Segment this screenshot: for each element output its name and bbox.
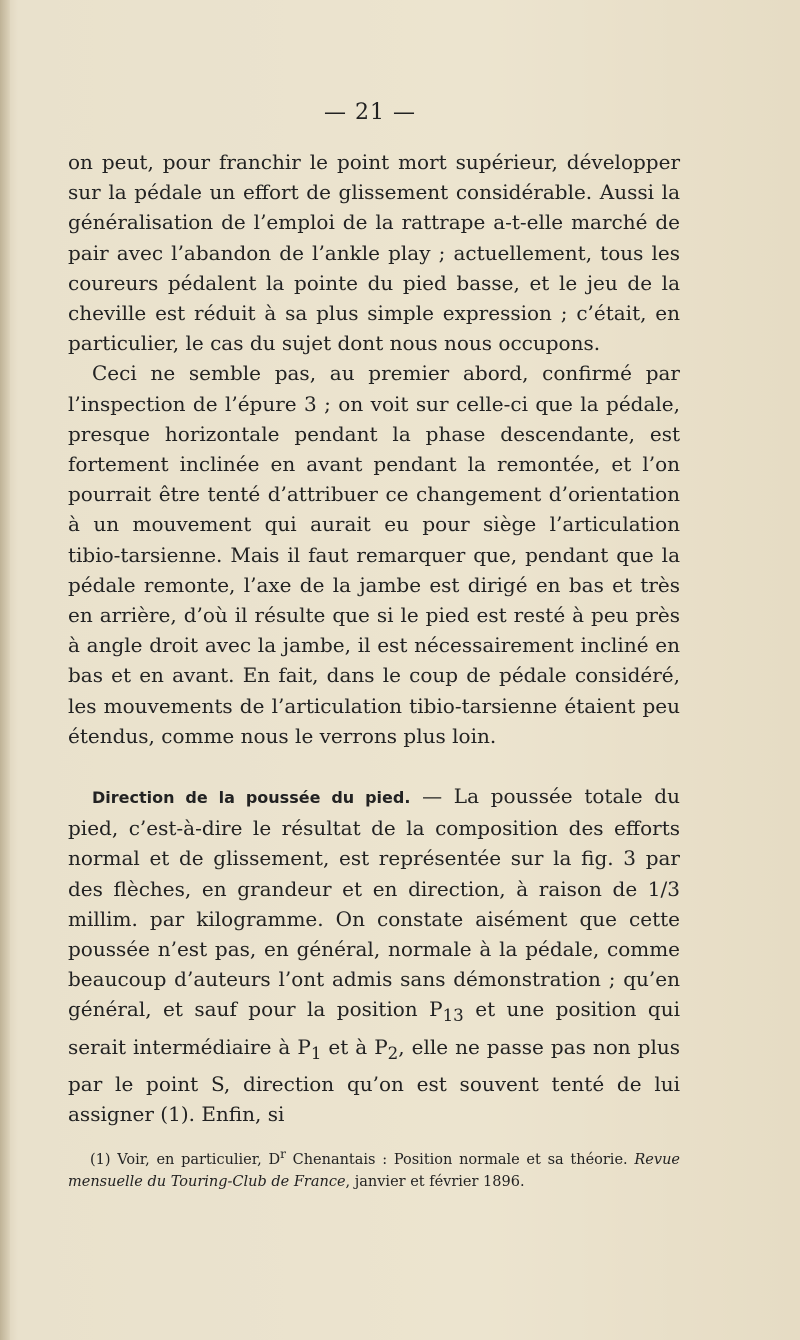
section-heading: Direction de la poussée du pied. [92,788,411,808]
subscript-13: 13 [442,1006,464,1026]
footnote-text-1: (1) Voir, en particulier, D [90,1152,281,1169]
footnote-superscript: r [280,1147,286,1162]
page-number: — 21 — [324,100,416,125]
footnote-text-2: Chenantais : Position normale et sa théorie. [285,1152,635,1169]
section-text-2: et une position qui serait intermédiaire à P [68,997,680,1059]
page-binding-edge [0,0,10,1340]
section-text-4: , elle ne passe pas non plus par le point S, direction qu’on est souvent tenté de lui assigner (1). Enfin, si [68,1034,680,1127]
subscript-1: 1 [310,1043,322,1063]
paragraph-1: on peut, pour franchir le point mort supérieur, développer sur la pédale un effort de glissement considérable. Aussi la généralisation de l’emploi de la rattrape a-t-elle marché de pair avec l’abandon de l’ankle play ; actuellement, tous les coureurs pédalent la pointe du pied basse, et le jeu de la cheville est réduit à sa plus simple expression ; c’était, en particulier, le cas du sujet dont nous nous occupons. [68,150,680,356]
section-text-3: et à P [321,1034,388,1059]
paragraph-2: Ceci ne semble pas, au premier abord, confirmé par l’inspection de l’épure 3 ; on voit sur celle-ci que la pédale, presque horizontale pendant la phase descendante, est fortement inclinée en avant pendant la remontée, et l’on pourrait être tenté d’attribuer ce changement d’orientation à un mouvement qui aurait eu pour siège l’articulation tibio-tarsienne. Mais il faut remarquer que, pendant que la pédale remonte, l’axe de la jambe est dirigé en bas et très en arrière, d’où il résulte que si le pied est resté à peu près à angle droit avec la jambe, il est nécessairement incliné en bas et en avant. En fait, dans le coup de pédale considéré, les mouvements de l’articulation tibio-tarsienne étaient peu étendus, comme nous le verrons plus loin. [68,361,680,748]
footnote [68,1143,680,1193]
subscript-2: 2 [387,1043,399,1063]
section-text-1: — La poussée totale du pied, c’est-à-dire le résultat de la composition des efforts normal et de glissement, est représentée sur la fig. 3 par des flèches, en grandeur et en direction, à raison de 1/3 millim. par kilogramme. On constate aisément que cette poussée n’est pas, en général, normale à la pédale, comme beaucoup d’auteurs l’ont admis sans démonstration ; qu’en général, et sauf pour la position P [68,784,680,1022]
footnote-journal-title: Revue mensuelle du Touring-Club de France [68,1152,681,1191]
section-paragraph [68,781,680,1129]
body-text [68,147,680,1208]
footnote-text-3: , janvier et février 1896. [345,1174,525,1191]
